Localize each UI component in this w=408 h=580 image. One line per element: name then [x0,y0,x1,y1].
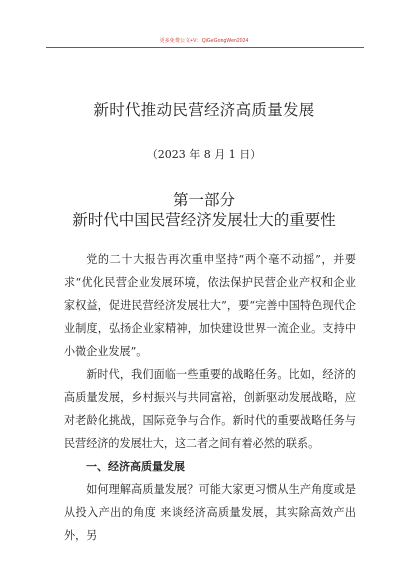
paragraph: 如何理解高质量发展？可能大家更习惯从生产角度或是从投入产出的角度 来谈经济高质量发展，其实除高效产出外，另 [64,483,356,542]
part-label: 第一部分 [172,191,235,209]
body-text [64,248,356,547]
section-heading: 一、经济高质量发展 [86,460,185,473]
document-date: （2023 年 8 月 1 日） [146,148,262,161]
header-note: 更多免费公文+V：QiGeGongWen2024 [159,38,249,44]
header-rule [46,47,364,48]
document-title: 新时代推动民营经济高质量发展 [93,101,315,119]
part-title: 新时代中国民营经济发展壮大的重要性 [72,211,336,229]
paragraph: 党的二十大报告再次重申坚持“两个毫不动摇”，并要求“优化民营企业发展环境，依法保护民营企业产权和企业家权益，促进民营经济发展壮大”，要“完善中国特色现代企业制度，弘扬企业家精神，加快建设世界一流企业。支持中小微企业发展”。 [64,253,356,358]
paragraph: 新时代，我们面临一些重要的战略任务。比如，经济的高质量发展，乡村振兴与共同富裕，创新驱动发展战略，应对老龄化挑战，国际竞争与合作。新时代的重要战略任务与民营经济的发展壮大，这二者之间有着必然的联系。 [64,368,356,450]
